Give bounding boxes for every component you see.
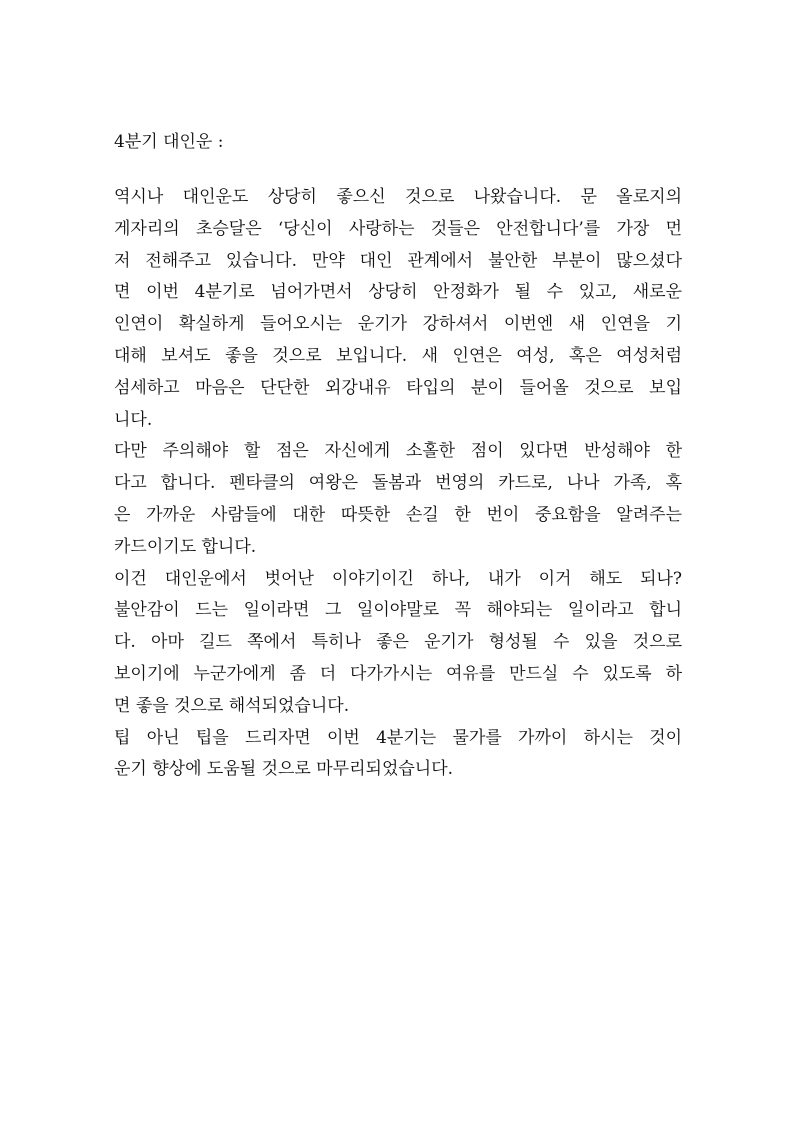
section-heading: 4분기 대인운 :: [114, 132, 224, 152]
text-line: 운기 향상에 도움될 것으로 마무리되었습니다.: [114, 759, 454, 780]
text-line: 보이기에 누군가에게 좀 더 다가가시는 여유를 만드실 수 있도록 하: [114, 663, 682, 684]
text-line: 이건 대인운에서 벗어난 이야기이긴 하나, 내가 이거 해도 되나?: [114, 568, 682, 589]
text-line: 니다.: [114, 409, 153, 430]
text-line: 저 전해주고 있습니다. 만약 대인 관계에서 불안한 부분이 많으셨다: [114, 250, 682, 271]
text-line: 다. 아마 길드 쪽에서 특히나 좋은 운기가 형성될 수 있을 것으로: [114, 632, 682, 653]
text-line: 팁 아닌 팁을 드리자면 이번 4분기는 물가를 가까이 하시는 것이: [114, 727, 682, 748]
text-line: 카드이기도 합니다.: [114, 536, 257, 557]
text-line: 역시나 대인운도 상당히 좋으신 것으로 나왔습니다. 문 올로지의: [114, 187, 682, 207]
text-line: 면 좋을 것으로 해석되었습니다.: [114, 695, 350, 716]
text-line: 다만 주의해야 할 점은 자신에게 소홀한 점이 있다면 반성해야 한: [114, 441, 682, 462]
text-line: 불안감이 드는 일이라면 그 일이야말로 꼭 해야되는 일이라고 합니: [114, 600, 682, 621]
text-line: 은 가까운 사람들에 대한 따뜻한 손길 한 번이 중요함을 알려주는: [114, 504, 682, 525]
text-line: 다고 합니다. 펜타클의 여왕은 돌봄과 번영의 카드로, 나나 가족, 혹: [114, 473, 682, 494]
text-line: 섬세하고 마음은 단단한 외강내유 타입의 분이 들어올 것으로 보입: [114, 377, 682, 398]
text-line: 대해 보셔도 좋을 것으로 보입니다. 새 인연은 여성, 혹은 여성처럼: [114, 345, 682, 366]
text-line: 면 이번 4분기로 넘어가면서 상당히 안정화가 될 수 있고, 새로운: [114, 282, 682, 303]
body-text: [114, 182, 682, 786]
text-line: 인연이 확실하게 들어오시는 운기가 강하셔서 이번엔 새 인연을 기: [114, 314, 682, 335]
text-line: 게자리의 초승달은 ‘당신이 사랑하는 것들은 안전합니다’를 가장 먼: [114, 218, 682, 239]
